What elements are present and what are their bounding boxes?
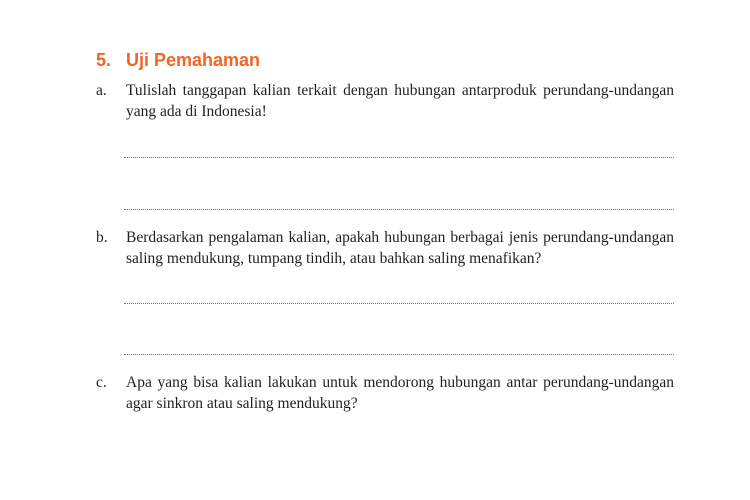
question-c	[96, 372, 674, 414]
answer-line-b1[interactable]	[124, 303, 674, 304]
answer-line-a1[interactable]	[124, 157, 674, 158]
question-b	[96, 227, 674, 269]
question-letter: a.	[96, 82, 107, 99]
question-letter: b.	[96, 229, 108, 246]
question-a	[96, 80, 674, 122]
question-text: Apa yang bisa kalian lakukan untuk mendorong hubungan antar perundang-undangan agar sinkron atau saling mendukung?	[126, 374, 674, 412]
section-heading	[96, 50, 260, 71]
section-number: 5.	[96, 50, 112, 70]
section-title: Uji Pemahaman	[126, 50, 261, 70]
answer-line-a2[interactable]	[124, 209, 674, 210]
answer-line-b2[interactable]	[124, 354, 674, 355]
question-text: Tulislah tanggapan kalian terkait dengan hubungan antarproduk perundang-undangan yang ada di Indonesia!	[126, 82, 674, 120]
question-text: Berdasarkan pengalaman kalian, apakah hubungan berbagai jenis perundang-undangan saling mendukung, tumpang tindih, atau bahkan saling menafikan?	[126, 229, 674, 267]
question-letter: c.	[96, 374, 107, 391]
